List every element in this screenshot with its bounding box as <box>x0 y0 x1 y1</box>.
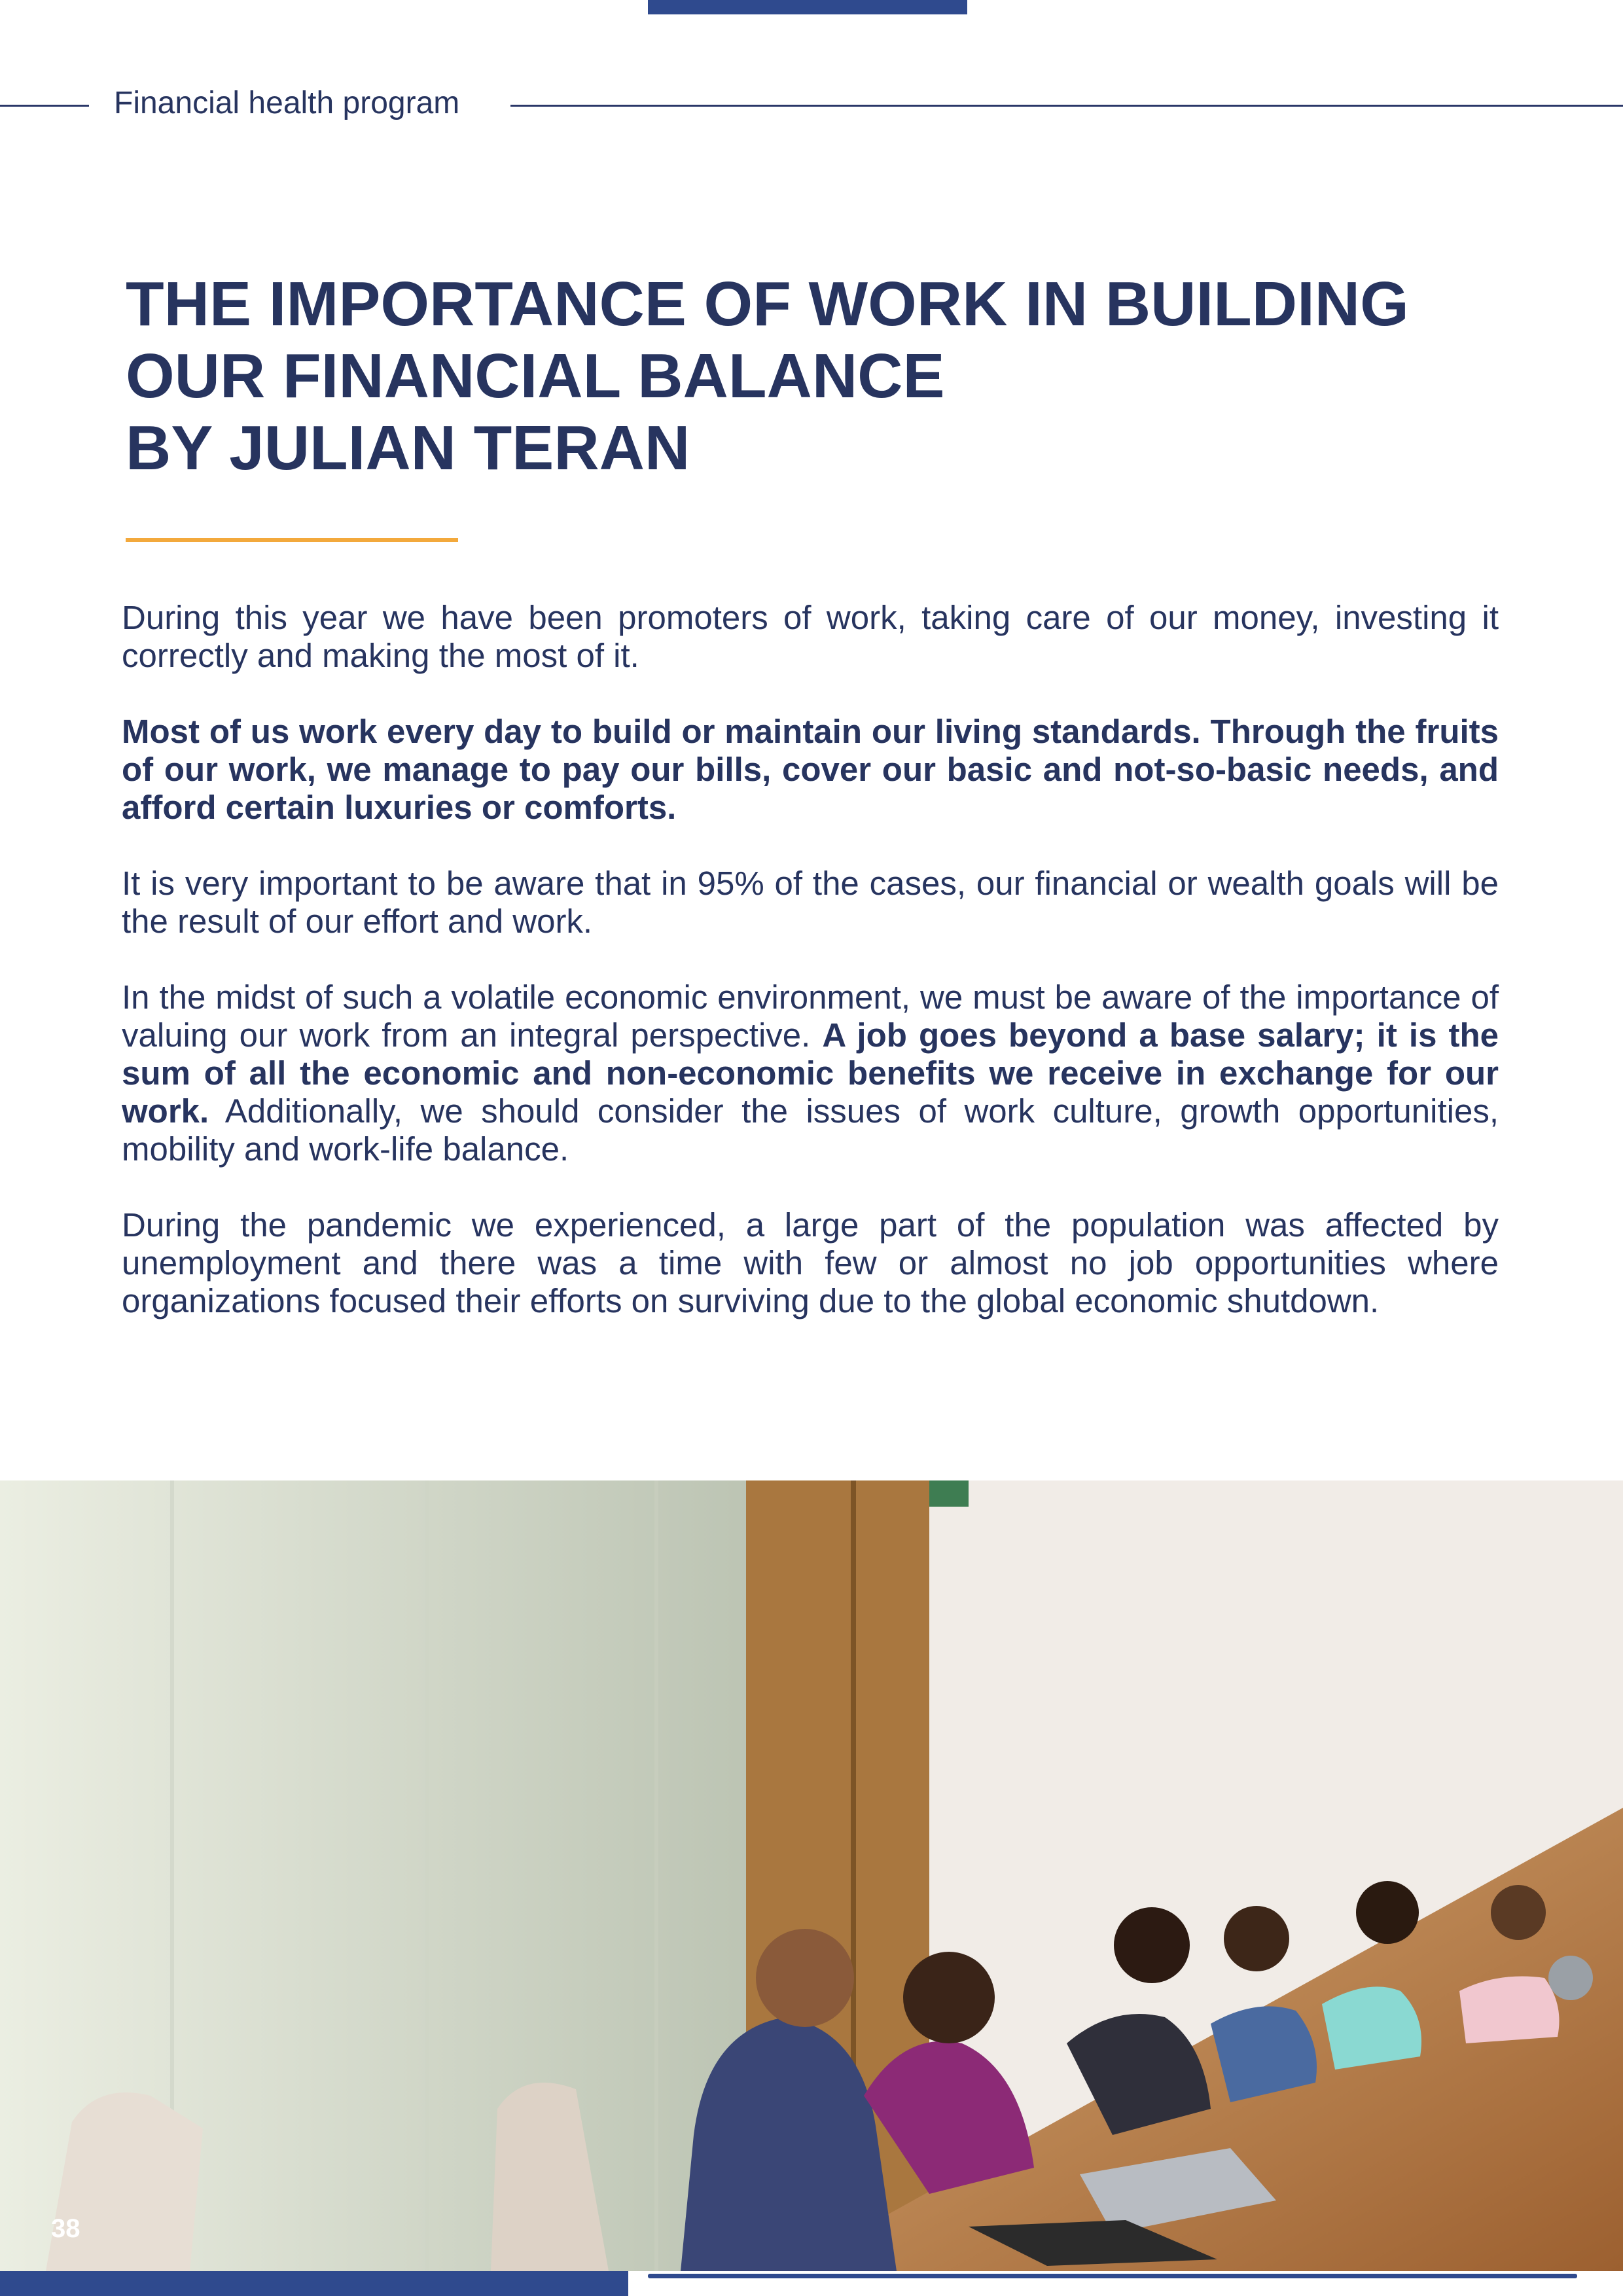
article-body <box>122 599 1499 1358</box>
person-head <box>756 1929 854 2027</box>
bold-text: A job goes beyond a base salary; it is the sum of all the economic and non-economic benefits we receive in exchange for our work. <box>122 1016 1499 1130</box>
person-head <box>1356 1881 1419 1944</box>
speakerphone <box>1548 1956 1593 2000</box>
article-title <box>126 268 1500 484</box>
window-divider <box>654 1480 658 2271</box>
person-head <box>1114 1907 1190 1983</box>
title-line: OUR FINANCIAL BALANCE <box>126 341 945 411</box>
section-label: Financial health program <box>114 86 460 120</box>
header-rule-left <box>0 105 89 107</box>
title-line: BY JULIAN TERAN <box>126 413 690 483</box>
footer-rule <box>648 2274 1577 2278</box>
paragraph: During the pandemic we experienced, a large part of the population was affected by unemployment and there was a time with few or almost no job opportunities where organizations focused their efforts on surviving due to the global economic shutdown. <box>122 1206 1499 1319</box>
person-head <box>1224 1906 1289 1971</box>
sign <box>929 1480 969 1507</box>
meeting-photo <box>0 1480 1623 2271</box>
person <box>1459 1977 1560 2044</box>
page-number: 38 <box>51 2214 80 2243</box>
title-line: THE IMPORTANCE OF WORK IN BUILDING <box>126 269 1409 339</box>
person <box>1322 1986 1421 2070</box>
top-tab-decoration <box>648 0 967 14</box>
person-head <box>1491 1885 1546 1940</box>
window-divider <box>425 1480 429 2271</box>
header-rule-right <box>510 105 1623 107</box>
paragraph: During this year we have been promoters of work, taking care of our money, investing it correctly and making the most of it. <box>122 599 1499 674</box>
person-head <box>903 1952 995 2043</box>
bold-text: Most of us work every day to build or maintain our living standards. Through the fruits of our work, we manage to pay our bills, cover our basic and not-so-basic needs, and afford certain luxuries or comforts. <box>122 713 1499 826</box>
paragraph: In the midst of such a volatile economic environment, we must be aware of the importance of valuing our work from an integral perspective. A job goes beyond a base salary; it is the sum of all the economic and non-economic benefits we receive in exchange for our work. Additionally, we should consider the issues of work culture, growth opportunities, mobility and work-life balance. <box>122 978 1499 1168</box>
footer-bar <box>0 2271 628 2296</box>
paragraph <box>122 713 1499 827</box>
title-accent-rule <box>126 538 458 542</box>
paragraph: It is very important to be aware that in 95% of the cases, our financial or wealth goals will be the result of our effort and work. <box>122 865 1499 940</box>
